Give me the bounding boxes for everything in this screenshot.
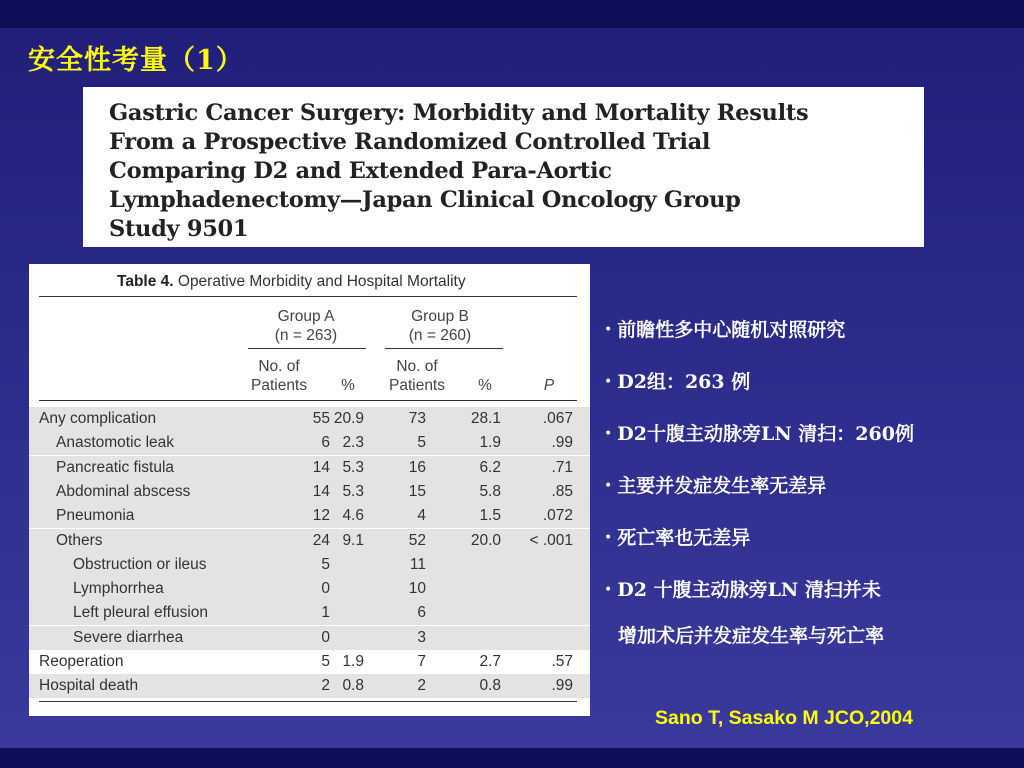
paper-title-line: From a Prospective Randomized Controlled Trial bbox=[109, 129, 711, 155]
group-b-name: Group B bbox=[411, 308, 469, 325]
group-b-pct-header: % bbox=[478, 377, 492, 394]
row-label: Abdominal abscess bbox=[56, 482, 191, 500]
bullet-continuation: 增加术后并发症发生率与死亡率 bbox=[618, 625, 885, 647]
paper-title-line: Comparing D2 and Extended Para-Aortic bbox=[109, 158, 612, 184]
group-a-count-cell: 2 bbox=[321, 677, 330, 695]
group-b-count-cell: 15 bbox=[408, 482, 426, 500]
p-value-cell: .57 bbox=[551, 653, 573, 670]
group-a-pct-header: % bbox=[341, 377, 355, 394]
bullet-text: 死亡率也无差异 bbox=[617, 527, 751, 549]
group-a-pct-cell: 4.6 bbox=[342, 507, 364, 525]
row-label: Any complication bbox=[39, 410, 157, 427]
row-label: Severe diarrhea bbox=[73, 628, 184, 646]
group-b-pct-cell: 1.5 bbox=[479, 507, 501, 525]
bullet-text: D2十腹主动脉旁LN 清扫：260例 bbox=[617, 423, 914, 445]
group-a-count-cell: 0 bbox=[321, 580, 330, 598]
group-a-header bbox=[251, 307, 361, 345]
group-a-count-cell: 0 bbox=[321, 628, 330, 646]
bullet-item bbox=[604, 524, 1014, 576]
bullet-dot-icon: • bbox=[604, 374, 613, 390]
bullet-dot-icon: • bbox=[604, 582, 613, 598]
bullet-item bbox=[604, 472, 1014, 524]
group-b-count-cell: 4 bbox=[417, 507, 426, 525]
group-a-count-cell: 14 bbox=[312, 482, 330, 500]
group-b-pct-cell: 1.9 bbox=[479, 434, 501, 452]
slide-title: 安全性考量（1） bbox=[28, 45, 244, 76]
bullet-item bbox=[604, 316, 1014, 368]
bullet-text: D2 十腹主动脉旁LN 清扫并未 bbox=[617, 579, 881, 601]
bullet-dot-icon: • bbox=[604, 426, 613, 442]
morbidity-table bbox=[29, 264, 590, 716]
paper-title-box bbox=[83, 87, 924, 247]
row-label: Obstruction or ileus bbox=[73, 555, 207, 573]
group-b-count-cell: 11 bbox=[409, 555, 426, 573]
group-b-pct-cell: 28.1 bbox=[470, 410, 501, 427]
citation: Sano T, Sasako M JCO,2004 bbox=[655, 707, 913, 729]
group-a-count-cell: 14 bbox=[312, 458, 330, 476]
group-b-count-cell: 52 bbox=[408, 531, 426, 549]
col-no-line2: Patients bbox=[250, 377, 307, 394]
group-b-count-cell: 7 bbox=[417, 653, 426, 670]
group-b-no-header bbox=[379, 357, 455, 395]
paper-title-line: Lymphadenectomy—Japan Clinical Oncology Group bbox=[109, 187, 741, 213]
group-a-pct-cell: 5.3 bbox=[342, 458, 364, 476]
p-value-cell: .99 bbox=[551, 677, 573, 695]
group-b-count-cell: 3 bbox=[417, 628, 426, 646]
row-label: Lymphorrhea bbox=[73, 580, 164, 598]
group-b-count-cell: 16 bbox=[408, 458, 426, 476]
row-label: Anastomotic leak bbox=[56, 434, 175, 452]
group-a-pct-cell: 20.9 bbox=[333, 410, 364, 427]
bullet-text: D2组：263 例 bbox=[617, 371, 751, 393]
p-value-header: P bbox=[543, 377, 555, 394]
group-b-rule bbox=[385, 348, 503, 349]
group-a-name: Group A bbox=[277, 308, 335, 325]
group-b-count-cell: 10 bbox=[408, 580, 426, 598]
row-label: Hospital death bbox=[39, 677, 139, 695]
col-no-line1: No. of bbox=[396, 358, 438, 375]
group-a-count: (n = 263) bbox=[274, 327, 338, 344]
group-b-pct-cell: 2.7 bbox=[479, 653, 501, 670]
row-label: Others bbox=[56, 531, 103, 549]
group-b-count-cell: 5 bbox=[417, 434, 426, 452]
group-a-pct-cell: 0.8 bbox=[342, 677, 364, 695]
group-a-pct-cell: 2.3 bbox=[342, 434, 364, 452]
row-label: Left pleural effusion bbox=[73, 604, 209, 622]
bullet-dot-icon: • bbox=[604, 478, 613, 494]
p-value-cell: < .001 bbox=[529, 531, 573, 549]
bullet-dot-icon: • bbox=[604, 530, 613, 546]
group-b-pct-cell: 20.0 bbox=[470, 531, 501, 549]
p-value-cell: .072 bbox=[542, 507, 573, 525]
top-band bbox=[0, 0, 1024, 28]
header-bottom-rule bbox=[39, 400, 577, 401]
p-value-cell: .99 bbox=[551, 434, 573, 452]
group-b-count-cell: 2 bbox=[417, 677, 426, 695]
group-b-count-cell: 6 bbox=[417, 604, 426, 622]
group-a-rule bbox=[248, 348, 366, 349]
group-a-pct-cell: 9.1 bbox=[342, 531, 364, 549]
group-a-count-cell: 6 bbox=[321, 434, 330, 452]
paper-title-line: Gastric Cancer Surgery: Morbidity and Mortality Results bbox=[109, 100, 809, 126]
col-no-line2: Patients bbox=[388, 377, 445, 394]
group-a-no-header bbox=[241, 357, 317, 395]
table-caption bbox=[117, 273, 466, 291]
group-b-count: (n = 260) bbox=[408, 327, 472, 344]
table-caption-text: Operative Morbidity and Hospital Mortality bbox=[173, 273, 466, 290]
group-a-count-cell: 24 bbox=[312, 531, 330, 549]
group-b-pct-cell: 0.8 bbox=[479, 677, 501, 695]
bullet-item bbox=[604, 368, 1014, 420]
row-label: Pneumonia bbox=[56, 507, 135, 525]
group-b-pct-cell: 6.2 bbox=[479, 458, 501, 476]
bullet-text: 前瞻性多中心随机对照研究 bbox=[617, 319, 846, 341]
bottom-band bbox=[0, 748, 1024, 768]
col-no-line1: No. of bbox=[258, 358, 300, 375]
p-value-cell: .71 bbox=[551, 458, 573, 476]
p-value-cell: .85 bbox=[551, 482, 573, 500]
table-bottom-rule bbox=[39, 701, 577, 702]
group-b-header bbox=[385, 307, 495, 345]
row-label: Pancreatic fistula bbox=[56, 458, 175, 476]
group-a-count-cell: 55 bbox=[312, 410, 330, 427]
table-caption-label: Table 4. bbox=[117, 273, 174, 290]
group-b-count-cell: 73 bbox=[408, 410, 426, 427]
group-a-pct-cell: 5.3 bbox=[342, 482, 364, 500]
bullet-item bbox=[604, 576, 1014, 628]
bullet-dot-icon: • bbox=[604, 322, 613, 338]
group-a-count-cell: 1 bbox=[321, 604, 330, 622]
group-a-count-cell: 12 bbox=[312, 507, 330, 525]
group-a-pct-cell: 1.9 bbox=[342, 653, 364, 670]
bullet-text: 主要并发症发生率无差异 bbox=[617, 475, 827, 497]
p-value-cell: .067 bbox=[542, 410, 573, 427]
bullet-item bbox=[604, 420, 1014, 472]
group-a-count-cell: 5 bbox=[321, 653, 330, 670]
table-top-rule bbox=[39, 296, 577, 297]
bullet-list bbox=[604, 316, 1014, 650]
paper-title-line: Study 9501 bbox=[109, 216, 249, 242]
group-a-count-cell: 5 bbox=[321, 555, 330, 573]
row-label: Reoperation bbox=[39, 653, 124, 670]
group-b-pct-cell: 5.8 bbox=[479, 482, 501, 500]
